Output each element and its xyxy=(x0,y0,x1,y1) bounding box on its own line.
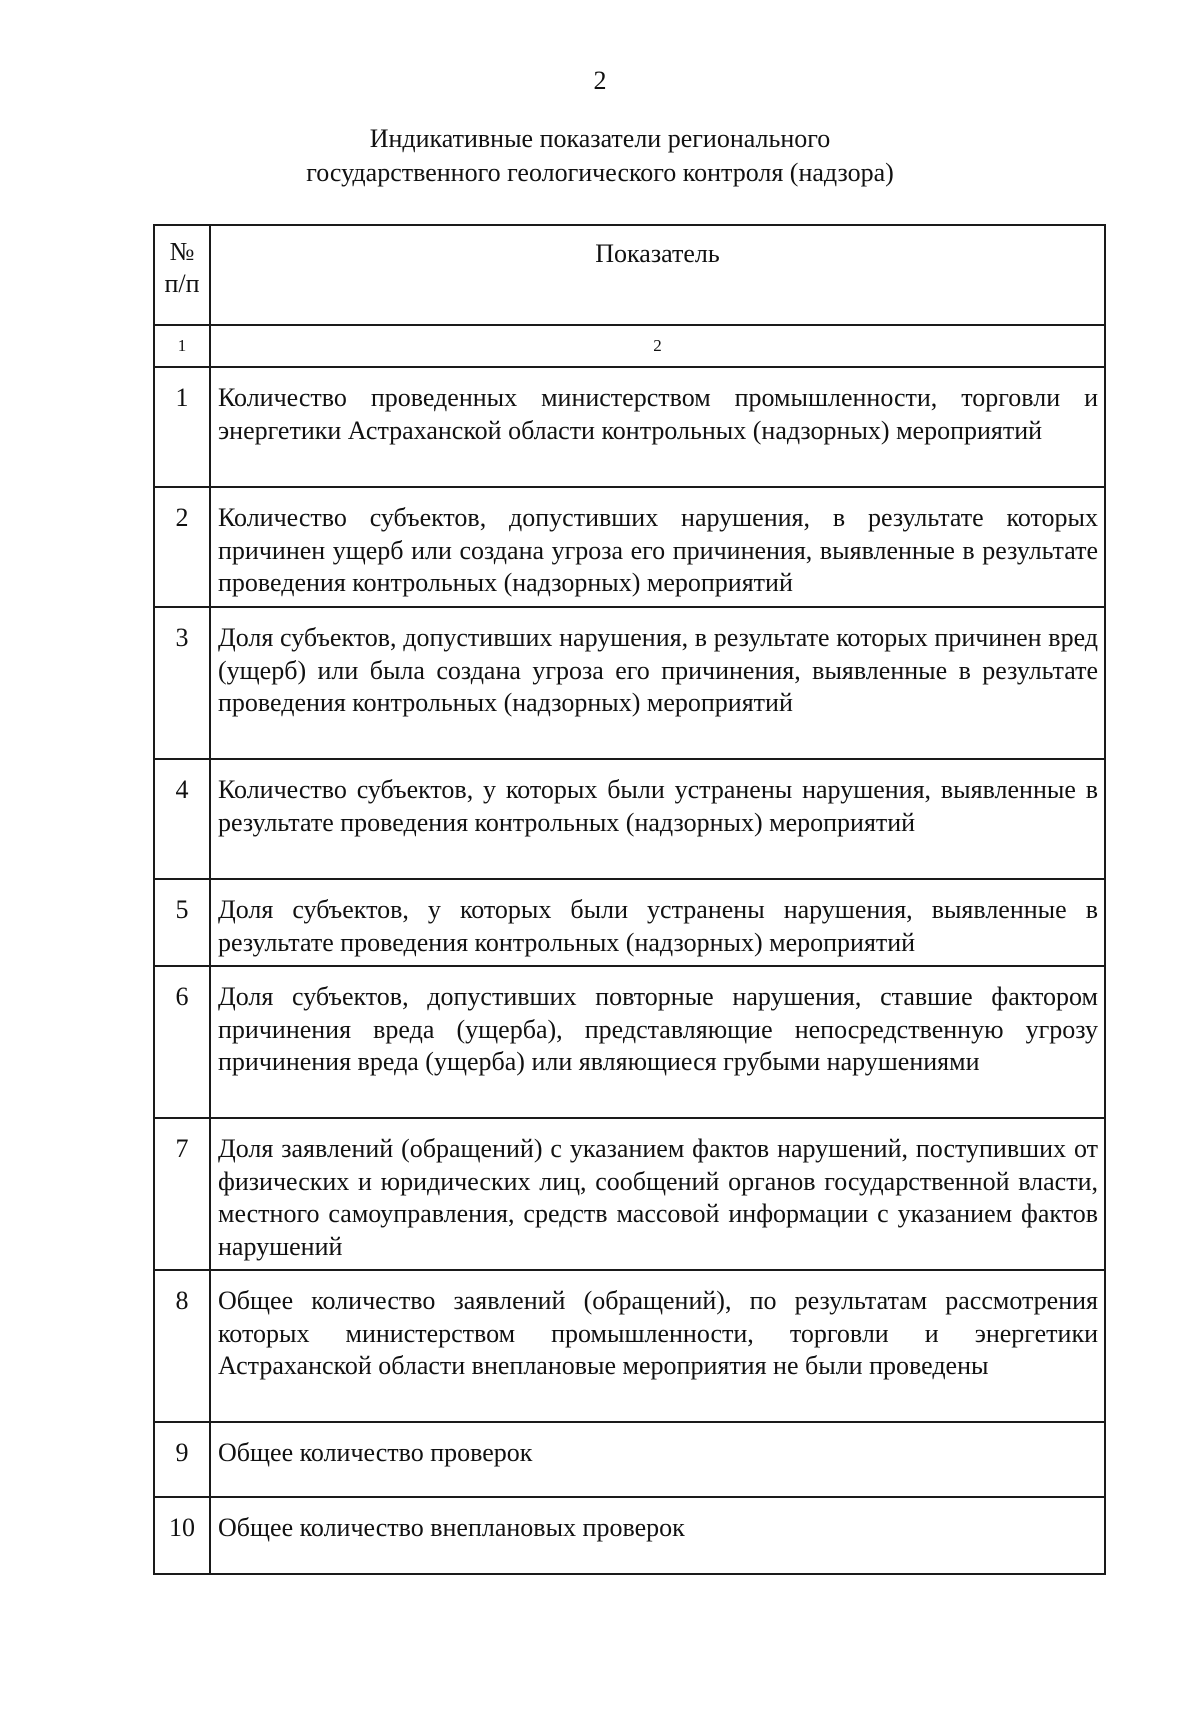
table-row xyxy=(154,1422,1105,1497)
column-number-1: 1 xyxy=(154,325,210,367)
table-row xyxy=(154,879,1105,966)
row-indicator-text: Доля заявлений (обращений) с указанием фактов нарушений, поступивших от физических и юридических лиц, сообщений органов государственной власти, местного самоуправления, средств массовой информации с указанием фактов нарушений xyxy=(210,1118,1105,1270)
document-title-line-2: государственного геологического контроля (надзора) xyxy=(306,158,894,187)
row-number: 10 xyxy=(154,1497,210,1574)
row-number: 9 xyxy=(154,1422,210,1497)
indicators-table xyxy=(153,224,1106,1575)
page-number: 2 xyxy=(593,66,607,95)
table-row xyxy=(154,367,1105,487)
table-row xyxy=(154,607,1105,759)
row-indicator-text: Количество проведенных министерством промышленности, торговли и энергетики Астраханской области контрольных (надзорных) мероприятий xyxy=(210,367,1105,487)
document-title xyxy=(0,122,1200,190)
table-row xyxy=(154,1497,1105,1574)
row-indicator-text: Доля субъектов, допустивших нарушения, в результате которых причинен вред (ущерб) или была создана угроза его причинения, выявленные в результате проведения контрольных (надзорных) мероприятий xyxy=(210,607,1105,759)
row-number: 1 xyxy=(154,367,210,487)
row-indicator-text: Доля субъектов, у которых были устранены нарушения, выявленные в результате проведения контрольных (надзорных) мероприятий xyxy=(210,879,1105,966)
table-row xyxy=(154,1270,1105,1422)
table-header-row xyxy=(154,225,1105,325)
row-indicator-text: Общее количество заявлений (обращений), по результатам рассмотрения которых министерством промышленности, торговли и энергетики Астраханской области внеплановые мероприятия не были проведены xyxy=(210,1270,1105,1422)
header-number-abbrev: п/п xyxy=(164,269,200,298)
row-number: 8 xyxy=(154,1270,210,1422)
header-number-cell xyxy=(154,225,210,325)
column-numbering-row xyxy=(154,325,1105,367)
row-number: 6 xyxy=(154,966,210,1118)
column-number-2: 2 xyxy=(210,325,1105,367)
table-row xyxy=(154,1118,1105,1270)
row-indicator-text: Доля субъектов, допустивших повторные нарушения, ставшие фактором причинения вреда (ущерба), представляющие непосредственную угрозу причинения вреда (ущерба) или являющиеся грубыми нарушениями xyxy=(210,966,1105,1118)
document-title-line-1: Индикативные показатели регионального xyxy=(369,124,831,153)
row-indicator-text: Общее количество проверок xyxy=(210,1422,1105,1497)
row-indicator-text: Количество субъектов, у которых были устранены нарушения, выявленные в результате проведения контрольных (надзорных) мероприятий xyxy=(210,759,1105,879)
table-row xyxy=(154,487,1105,607)
table-row xyxy=(154,966,1105,1118)
row-number: 5 xyxy=(154,879,210,966)
row-number: 2 xyxy=(154,487,210,607)
row-number: 7 xyxy=(154,1118,210,1270)
row-indicator-text: Общее количество внеплановых проверок xyxy=(210,1497,1105,1574)
table-row xyxy=(154,759,1105,879)
row-indicator-text: Количество субъектов, допустивших нарушения, в результате которых причинен ущерб или создана угроза его причинения, выявленные в результате проведения контрольных (надзорных) мероприятий xyxy=(210,487,1105,607)
row-number: 4 xyxy=(154,759,210,879)
row-number: 3 xyxy=(154,607,210,759)
header-indicator-cell: Показатель xyxy=(210,225,1105,325)
header-number-sign: № xyxy=(169,237,195,266)
